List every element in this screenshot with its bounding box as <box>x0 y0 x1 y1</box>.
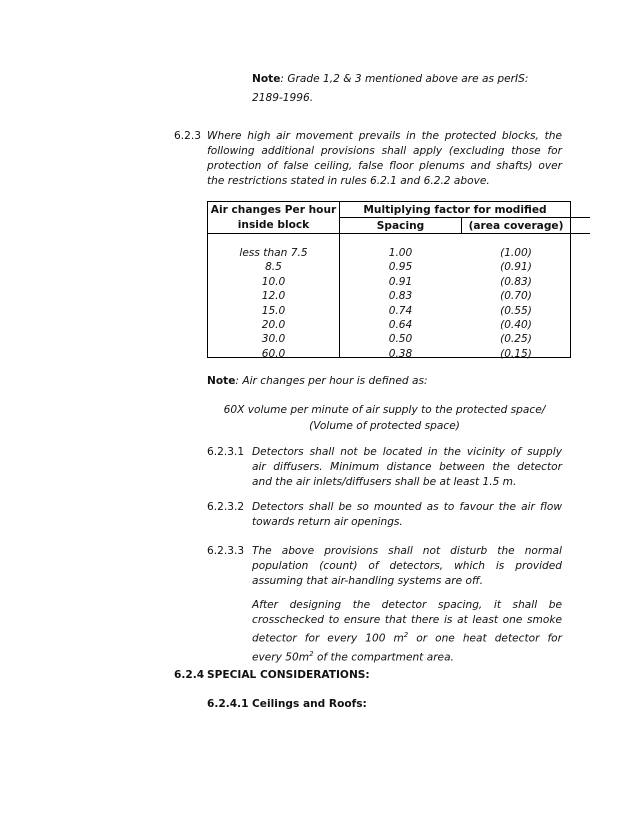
table-cell: 10.0 <box>261 275 286 288</box>
section-623-line: the restrictions stated in rules 6.2.1 and 6.2.2 above. <box>207 175 490 187</box>
table-col2-header: Spacing <box>376 220 425 232</box>
section-6241-title: Ceilings and Roofs: <box>252 698 367 710</box>
clause-6232-line: towards return air openings. <box>252 516 403 528</box>
clause-6232-paragraph <box>252 500 562 530</box>
table-cell: 0.91 <box>388 275 413 288</box>
table-col3-header: (area coverage) <box>468 220 564 232</box>
note-air-label: Note <box>207 375 236 387</box>
clause-6231-line: air diffusers. Minimum distance between the detector <box>252 461 562 473</box>
table-cell: (0.70) <box>500 290 532 303</box>
table-cell: 1.00 <box>388 247 413 259</box>
table-cell: 8.5 <box>265 261 282 274</box>
table-cell: (0.25) <box>500 333 532 346</box>
note-air-text: : Air changes per hour is defined as: <box>235 375 428 387</box>
clause-6233-p2-line3 <box>252 628 562 647</box>
clause-6232-number: 6.2.3.2 <box>207 501 245 513</box>
note-grade-text: : Grade 1,2 & 3 mentioned above are as perIS: <box>280 73 529 85</box>
table-cell: 12.0 <box>261 290 286 303</box>
table-cell: 0.95 <box>388 261 413 274</box>
table-col1-values <box>208 246 339 361</box>
section-623-line: protection of false ceiling, false floor plenums and shafts) over <box>207 160 562 172</box>
clause-6231-number: 6.2.3.1 <box>207 446 245 458</box>
formula-line2: (Volume of protected space) <box>309 420 460 432</box>
clause-6231-paragraph <box>252 445 562 490</box>
note-grade-line2: 2189-1996. <box>252 92 314 104</box>
clause-6231-line: and the air inlets/diffusers shall be at least 1.5 m. <box>252 476 517 488</box>
table-cell: 0.38 <box>388 347 413 360</box>
formula-line1: 60X volume per minute of air supply to the protected space/ <box>223 404 546 416</box>
clause-6233-line: assuming that air-handling systems are off. <box>252 575 483 587</box>
p2-line3-post: or one heat detector for <box>408 632 563 645</box>
table-cell: 60.0 <box>261 347 286 360</box>
clause-6233-line: The above provisions shall not disturb the normal <box>252 545 562 557</box>
table-cell: (0.91) <box>500 261 532 274</box>
table-top-border <box>207 201 571 202</box>
table-cell: 0.50 <box>388 333 413 346</box>
table-cell: (0.15) <box>500 347 532 360</box>
section-623-paragraph <box>207 129 562 189</box>
table-col1-header-line2: inside block <box>237 219 310 231</box>
table-cell: 15.0 <box>261 304 286 317</box>
superscript-2: 2 <box>403 631 409 639</box>
clause-6233-number: 6.2.3.3 <box>207 545 245 557</box>
table-cell: 0.83 <box>388 290 413 303</box>
note-air-formula <box>207 402 562 434</box>
note-grade-label: Note <box>252 73 281 85</box>
clause-6233-p2-line4 <box>252 647 562 662</box>
p2-line4-post: of the compartment area. <box>313 651 454 664</box>
table-cell: 20.0 <box>261 319 286 332</box>
table-right-border <box>570 201 571 358</box>
table-col3-values <box>462 246 570 361</box>
section-623-line: following additional provisions shall apply (excluding those for <box>207 145 562 157</box>
table-cell: (1.00) <box>500 247 532 259</box>
clause-6233-line: population (count) of detectors, which is provided <box>252 560 562 572</box>
clause-6233-paragraph <box>252 544 562 589</box>
note-air-line <box>207 374 428 389</box>
section-623-number: 6.2.3 <box>174 130 201 142</box>
table-cell: 0.64 <box>388 319 413 332</box>
table-col2-values <box>340 246 461 361</box>
note-grade-line1 <box>252 72 562 87</box>
superscript-2: 2 <box>309 649 314 658</box>
clause-6231-line: Detectors shall not be located in the vicinity of supply <box>252 446 562 458</box>
table-col1-header <box>208 203 339 233</box>
table-cell: (0.40) <box>500 319 532 332</box>
table-cell: 30.0 <box>261 333 286 346</box>
table-cell: (0.55) <box>500 304 532 317</box>
clause-6233-p2-line1: After designing the detector spacing, it shall be <box>252 599 562 611</box>
clause-6232-line: Detectors shall be so mounted as to favour the air flow <box>252 501 562 513</box>
section-624-number: 6.2.4 <box>174 669 205 681</box>
section-6241-number: 6.2.4.1 <box>207 698 249 710</box>
p2-line4-pre: every 50m <box>252 651 310 664</box>
section-623-line: Where high air movement prevails in the protected blocks, the <box>207 130 562 142</box>
table-cell: (0.83) <box>500 275 532 288</box>
p2-line3-pre: detector for every 100 m <box>252 632 404 645</box>
table-cell: 0.74 <box>388 304 413 317</box>
clause-6233-p2-line2: crosschecked to ensure that there is at least one smoke <box>252 614 562 626</box>
section-624-title: SPECIAL CONSIDERATIONS: <box>207 669 370 681</box>
table-cell: less than 7.5 <box>239 247 308 259</box>
clause-6233-paragraph2 <box>252 598 562 662</box>
table-group-header: Multiplying factor for modified <box>363 204 547 216</box>
table-col1-header-line1: Air changes Per hour <box>210 204 337 216</box>
